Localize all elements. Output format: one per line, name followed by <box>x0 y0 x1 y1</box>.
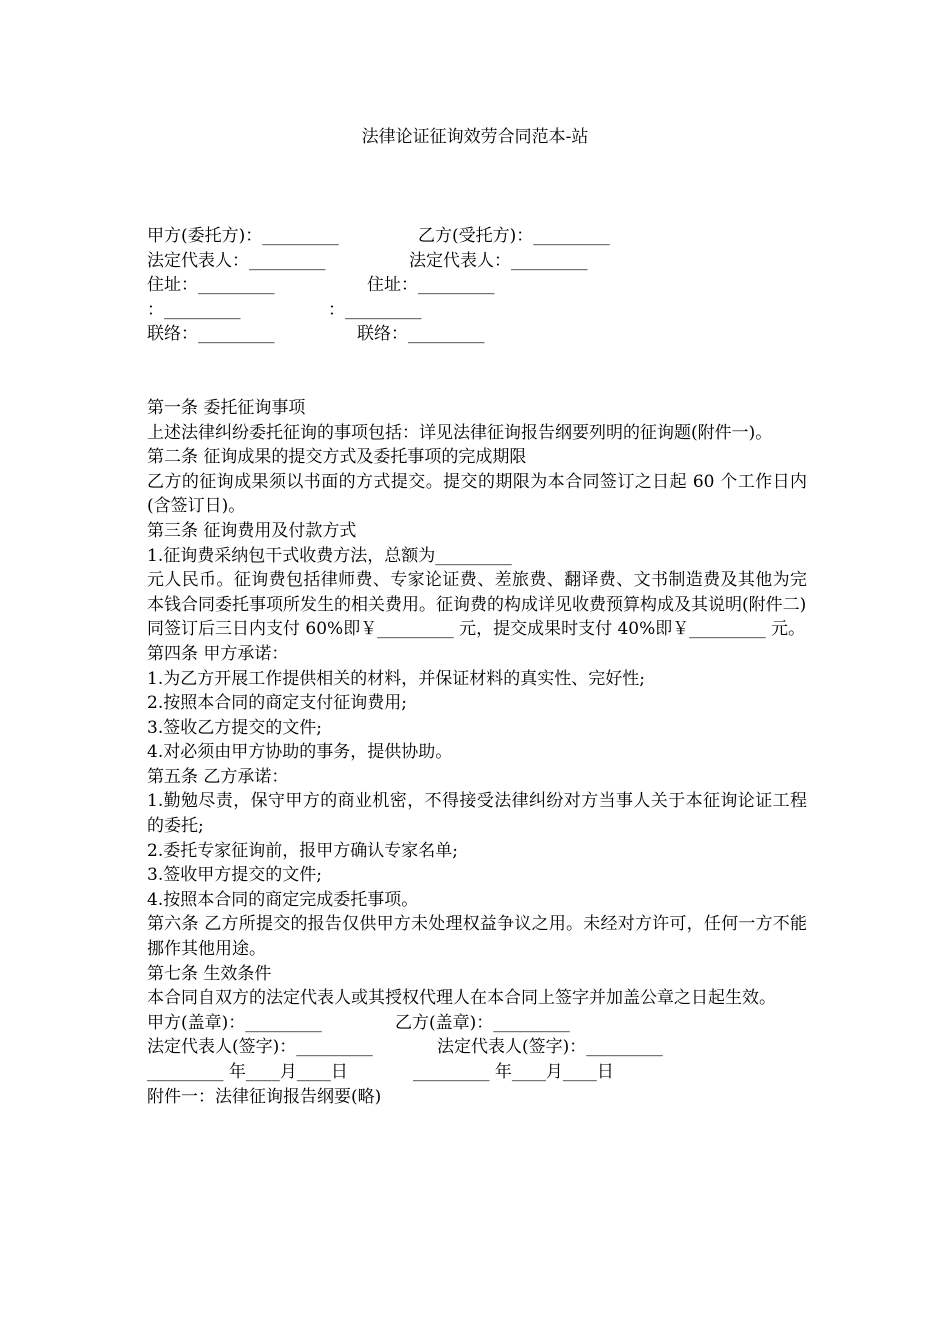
clause-1-heading: 第一条 委托征询事项 <box>147 397 306 418</box>
party-a-signature: 法定代表人(签字)：_________ <box>147 1037 373 1058</box>
party-b-date: _________ 年____月____日 <box>413 1062 614 1082</box>
clause-7-heading: 第七条 生效条件 <box>147 963 272 984</box>
party-b-seal: 乙方(盖章)：_________ <box>395 1012 570 1033</box>
clause-4-item-3: 3.签收乙方提交的文件; <box>147 717 322 738</box>
signature-row-3 <box>147 1060 807 1085</box>
clause-3-payment: 同签订后三日内支付 60%即￥_________ 元，提交成果时支付 40%即￥_________ 元。 <box>147 619 806 640</box>
party-row-4 <box>147 298 807 323</box>
contract-body <box>147 224 807 1109</box>
clause-3-heading: 第三条 征询费用及付款方式 <box>147 520 357 541</box>
party-b-blank: ：_________ <box>328 299 422 320</box>
party-b-signature: 法定代表人(签字)：_________ <box>437 1037 663 1058</box>
signature-row-2 <box>147 1035 807 1060</box>
party-a-date: _________ 年____月____日 <box>147 1062 348 1082</box>
party-row-1 <box>147 224 807 249</box>
spacer <box>147 347 807 396</box>
clause-5-heading: 第五条 乙方承诺： <box>147 766 289 787</box>
party-a-representative: 法定代表人：_________ <box>147 250 326 271</box>
document-title: 法律论证征询效劳合同范本-站 <box>361 127 589 147</box>
clause-7-text: 本合同自双方的法定代表人或其授权代理人在本合同上签字并加盖公章之日起生效。 <box>147 988 776 1009</box>
signature-row-1 <box>147 1011 807 1036</box>
signature-block <box>147 1011 807 1085</box>
party-row-5 <box>147 322 807 347</box>
party-b-address: 住址：_________ <box>367 275 495 296</box>
clause-5-item-1: 1.勤勉尽责，保守甲方的商业机密，不得接受法律纠纷对方当事人关于本征询论证工程的委托; <box>147 791 807 837</box>
clause-4-item-1: 1.为乙方开展工作提供相关的材料，并保证材料的真实性、完好性; <box>147 668 645 689</box>
clause-3-text: 元人民币。征询费包括律师费、专家论证费、差旅费、翻译费、文书制造费及其他为完本钱合同委托事项所发生的相关费用。征询费的构成详见收费预算构成及其说明(附件二) <box>147 570 807 615</box>
clause-6-text: 第六条 乙方所提交的报告仅供甲方未处理权益争议之用。未经对方许可，任何一方不能挪作其他用途。 <box>147 914 807 960</box>
clause-3-item-1: 1.征询费采纳包干式收费方法，总额为_________ <box>147 545 512 566</box>
party-a-seal: 甲方(盖章)：_________ <box>147 1012 322 1033</box>
party-b-representative: 法定代表人：_________ <box>409 250 588 271</box>
clause-4-item-2: 2.按照本合同的商定支付征询费用; <box>147 693 407 714</box>
party-a-address: 住址：_________ <box>147 275 275 296</box>
parties-block <box>147 224 807 347</box>
clause-4-item-4: 4.对必须由甲方协助的事务，提供协助。 <box>147 742 453 763</box>
party-a-label: 甲方(委托方)：_________ <box>147 226 339 246</box>
clauses-block <box>147 396 807 1011</box>
clause-4-heading: 第四条 甲方承诺： <box>147 643 289 664</box>
party-a-contact: 联络：_________ <box>147 324 275 345</box>
party-row-2 <box>147 249 807 274</box>
clause-1-text: 上述法律纠纷委托征询的事项包括：详见法律征询报告纲要列明的征询题(附件一)。 <box>147 422 773 443</box>
clause-5-item-4: 4.按照本合同的商定完成委托事项。 <box>147 889 419 910</box>
appendix-note: 附件一：法律征询报告纲要(略) <box>147 1086 382 1107</box>
clause-2-text: 乙方的征询成果须以书面的方式提交。提交的期限为本合同签订之日起 60 个工作日内(含签订日)。 <box>147 471 807 517</box>
clause-5-item-3: 3.签收甲方提交的文件; <box>147 865 322 886</box>
party-b-contact: 联络：_________ <box>357 324 485 345</box>
clause-2-heading: 第二条 征询成果的提交方式及委托事项的完成期限 <box>147 447 527 468</box>
party-b-label: 乙方(受托方)：_________ <box>418 226 610 246</box>
clause-5-item-2: 2.委托专家征询前，报甲方确认专家名单; <box>147 840 458 861</box>
party-a-blank: ：_________ <box>147 299 241 320</box>
party-row-3 <box>147 273 807 298</box>
